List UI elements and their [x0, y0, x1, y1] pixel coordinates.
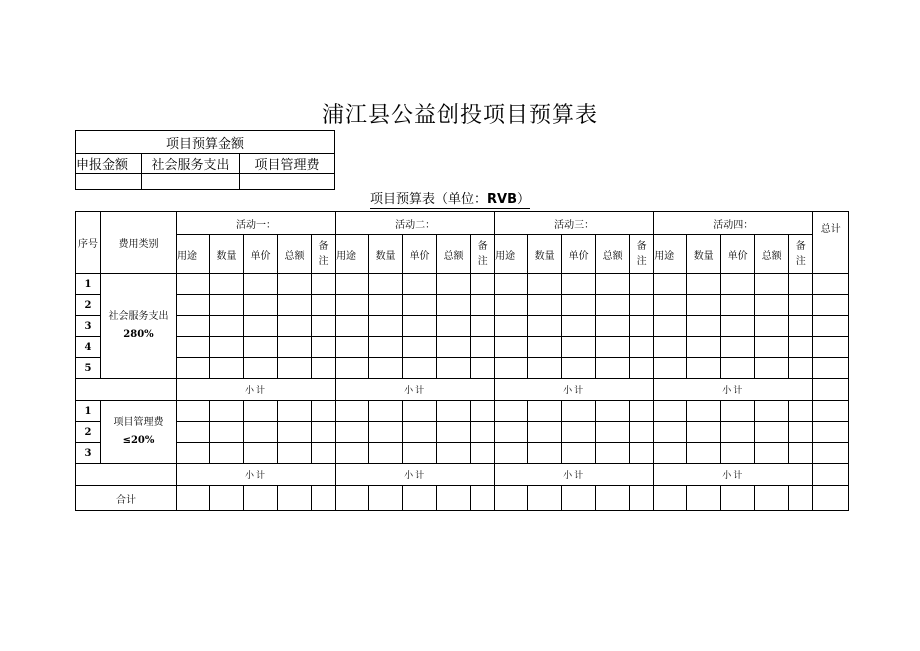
- header-activity-3-subcol-5: 备 注: [630, 235, 654, 274]
- data-cell[interactable]: [755, 295, 789, 316]
- data-cell[interactable]: [687, 295, 721, 316]
- data-cell[interactable]: [244, 422, 278, 443]
- data-cell[interactable]: [177, 422, 210, 443]
- header-activity-4-subcol-5: 备 注: [789, 235, 813, 274]
- data-cell[interactable]: [687, 422, 721, 443]
- data-cell[interactable]: [177, 401, 210, 422]
- header-activity-3-subcol-3: 单价: [562, 235, 596, 274]
- data-cell[interactable]: [403, 443, 437, 464]
- data-cell[interactable]: [528, 316, 562, 337]
- data-cell[interactable]: [687, 274, 721, 295]
- header-activity-2-subcol-4: 总额: [437, 235, 471, 274]
- summary-cell-apply-amount[interactable]: [76, 174, 142, 190]
- grand-total-cell[interactable]: [813, 486, 849, 511]
- data-cell[interactable]: [596, 295, 630, 316]
- data-cell[interactable]: [654, 337, 687, 358]
- data-cell[interactable]: [596, 337, 630, 358]
- subtotal-activity-2: 小计: [336, 464, 495, 486]
- data-cell[interactable]: [654, 316, 687, 337]
- data-cell[interactable]: [244, 443, 278, 464]
- category-name: 项目管理费: [113, 417, 164, 428]
- data-cell[interactable]: [528, 337, 562, 358]
- data-cell[interactable]: [495, 422, 528, 443]
- data-cell[interactable]: [813, 274, 849, 295]
- data-cell[interactable]: [403, 422, 437, 443]
- data-cell[interactable]: [177, 358, 210, 379]
- header-activity-4-subcol-3: 单价: [721, 235, 755, 274]
- data-cell[interactable]: [687, 443, 721, 464]
- data-cell[interactable]: [528, 401, 562, 422]
- data-cell[interactable]: [312, 401, 336, 422]
- summary-col-service-expense: 社会服务支出: [142, 154, 240, 174]
- data-cell[interactable]: [278, 358, 312, 379]
- category-pct: ≤20%: [122, 435, 155, 446]
- subtotal-total-cell[interactable]: [813, 379, 849, 401]
- data-cell[interactable]: [687, 316, 721, 337]
- grand-total-cell[interactable]: [177, 486, 210, 511]
- data-cell[interactable]: [789, 274, 813, 295]
- data-cell[interactable]: [437, 358, 471, 379]
- grand-total-cell[interactable]: [336, 486, 369, 511]
- header-category: 费用类别: [101, 212, 177, 274]
- category-section1: [101, 274, 177, 379]
- data-cell[interactable]: [278, 422, 312, 443]
- header-activity-2-subcol-3: 单价: [403, 235, 437, 274]
- data-cell[interactable]: [789, 337, 813, 358]
- data-cell[interactable]: [177, 443, 210, 464]
- data-cell[interactable]: [596, 274, 630, 295]
- header-activity-1-subcol-5: 备 注: [312, 235, 336, 274]
- data-cell[interactable]: [755, 337, 789, 358]
- data-cell[interactable]: [687, 358, 721, 379]
- data-cell[interactable]: [403, 401, 437, 422]
- grand-total-cell[interactable]: [278, 486, 312, 511]
- data-cell[interactable]: [369, 295, 403, 316]
- data-cell[interactable]: [312, 443, 336, 464]
- data-cell[interactable]: [369, 316, 403, 337]
- data-cell[interactable]: [528, 295, 562, 316]
- subtotal-activity-3: 小计: [495, 379, 654, 401]
- data-cell[interactable]: [813, 295, 849, 316]
- data-cell[interactable]: [278, 337, 312, 358]
- subtotal-label-cell: [76, 464, 177, 486]
- data-cell[interactable]: [755, 443, 789, 464]
- data-cell[interactable]: [471, 295, 495, 316]
- subtotal-activity-3: 小计: [495, 464, 654, 486]
- data-cell[interactable]: [437, 401, 471, 422]
- data-cell[interactable]: [562, 295, 596, 316]
- data-cell[interactable]: [596, 443, 630, 464]
- data-cell[interactable]: [528, 358, 562, 379]
- data-cell[interactable]: [210, 316, 244, 337]
- data-cell[interactable]: [721, 295, 755, 316]
- row-seq: 3: [76, 316, 101, 337]
- data-cell[interactable]: [336, 358, 369, 379]
- header-seq: 序号: [76, 212, 101, 274]
- data-cell[interactable]: [403, 337, 437, 358]
- data-cell[interactable]: [437, 422, 471, 443]
- header-activity-3-subcol-4: 总额: [596, 235, 630, 274]
- data-cell[interactable]: [278, 316, 312, 337]
- grand-total-cell[interactable]: [312, 486, 336, 511]
- data-cell[interactable]: [562, 337, 596, 358]
- data-cell[interactable]: [562, 358, 596, 379]
- data-cell[interactable]: [336, 316, 369, 337]
- data-cell[interactable]: [177, 337, 210, 358]
- header-activity-3-subcol-1: 用途: [495, 235, 528, 274]
- header-total: 总计: [813, 212, 849, 274]
- data-cell[interactable]: [721, 337, 755, 358]
- data-cell[interactable]: [336, 295, 369, 316]
- data-cell[interactable]: [336, 274, 369, 295]
- grand-total-cell[interactable]: [403, 486, 437, 511]
- data-cell[interactable]: [630, 274, 654, 295]
- data-cell[interactable]: [755, 316, 789, 337]
- data-cell[interactable]: [471, 443, 495, 464]
- data-cell[interactable]: [437, 295, 471, 316]
- data-cell[interactable]: [789, 401, 813, 422]
- data-cell[interactable]: [312, 422, 336, 443]
- row-seq: 3: [76, 443, 101, 464]
- subtotal-activity-4: 小计: [654, 464, 813, 486]
- summary-cell-service-expense[interactable]: [142, 174, 240, 190]
- data-cell[interactable]: [312, 337, 336, 358]
- data-cell[interactable]: [336, 337, 369, 358]
- subtotal-label-cell: [76, 379, 177, 401]
- data-cell[interactable]: [403, 295, 437, 316]
- data-cell[interactable]: [755, 422, 789, 443]
- category-pct: 280%: [123, 329, 154, 340]
- summary-col-management-fee: 项目管理费: [240, 154, 335, 174]
- header-activity-3-subcol-2: 数量: [528, 235, 562, 274]
- header-activity-4-subcol-4: 总额: [755, 235, 789, 274]
- data-cell[interactable]: [721, 443, 755, 464]
- data-cell[interactable]: [562, 401, 596, 422]
- data-cell[interactable]: [630, 295, 654, 316]
- data-cell[interactable]: [630, 358, 654, 379]
- data-cell[interactable]: [437, 316, 471, 337]
- header-activity-4-subcol-1: 用途: [654, 235, 687, 274]
- row-seq: 4: [76, 337, 101, 358]
- data-cell[interactable]: [721, 358, 755, 379]
- data-cell[interactable]: [495, 316, 528, 337]
- data-cell[interactable]: [562, 274, 596, 295]
- header-activity-1: 活动一：: [177, 212, 336, 235]
- data-cell[interactable]: [210, 422, 244, 443]
- data-cell[interactable]: [369, 337, 403, 358]
- data-cell[interactable]: [244, 401, 278, 422]
- data-cell[interactable]: [813, 316, 849, 337]
- data-cell[interactable]: [369, 422, 403, 443]
- header-activity-1-subcol-1: 用途: [177, 235, 210, 274]
- grand-total-cell[interactable]: [755, 486, 789, 511]
- row-seq: 2: [76, 295, 101, 316]
- data-cell[interactable]: [369, 274, 403, 295]
- data-cell[interactable]: [596, 358, 630, 379]
- data-cell[interactable]: [495, 443, 528, 464]
- data-cell[interactable]: [813, 401, 849, 422]
- grand-total-cell[interactable]: [654, 486, 687, 511]
- data-cell[interactable]: [210, 274, 244, 295]
- data-cell[interactable]: [789, 443, 813, 464]
- budget-detail-table: [75, 211, 849, 511]
- data-cell[interactable]: [210, 337, 244, 358]
- row-seq: 1: [76, 401, 101, 422]
- data-cell[interactable]: [596, 316, 630, 337]
- data-cell[interactable]: [562, 422, 596, 443]
- header-activity-1-subcol-3: 单价: [244, 235, 278, 274]
- data-cell[interactable]: [177, 295, 210, 316]
- data-cell[interactable]: [528, 443, 562, 464]
- data-cell[interactable]: [278, 295, 312, 316]
- data-cell[interactable]: [369, 401, 403, 422]
- row-seq: 2: [76, 422, 101, 443]
- data-cell[interactable]: [721, 274, 755, 295]
- data-cell[interactable]: [471, 422, 495, 443]
- header-activity-2-subcol-1: 用途: [336, 235, 369, 274]
- header-activity-2: 活动二：: [336, 212, 495, 235]
- grand-total-cell[interactable]: [495, 486, 528, 511]
- data-cell[interactable]: [813, 358, 849, 379]
- data-cell[interactable]: [562, 316, 596, 337]
- data-cell[interactable]: [312, 274, 336, 295]
- data-cell[interactable]: [630, 316, 654, 337]
- data-cell[interactable]: [278, 443, 312, 464]
- data-cell[interactable]: [437, 443, 471, 464]
- header-activity-1-subcol-4: 总额: [278, 235, 312, 274]
- header-activity-4: 活动四：: [654, 212, 813, 235]
- data-cell[interactable]: [789, 295, 813, 316]
- data-cell[interactable]: [403, 316, 437, 337]
- data-cell[interactable]: [654, 274, 687, 295]
- data-cell[interactable]: [654, 422, 687, 443]
- header-activity-4-subcol-2: 数量: [687, 235, 721, 274]
- data-cell[interactable]: [721, 422, 755, 443]
- data-cell[interactable]: [789, 358, 813, 379]
- data-cell[interactable]: [403, 274, 437, 295]
- subtotal-activity-1: 小计: [177, 464, 336, 486]
- subtotal-total-cell[interactable]: [813, 464, 849, 486]
- grand-total-cell[interactable]: [562, 486, 596, 511]
- data-cell[interactable]: [244, 274, 278, 295]
- grand-total-cell[interactable]: [528, 486, 562, 511]
- data-cell[interactable]: [471, 316, 495, 337]
- data-cell[interactable]: [596, 401, 630, 422]
- data-cell[interactable]: [630, 337, 654, 358]
- data-cell[interactable]: [495, 358, 528, 379]
- data-cell[interactable]: [471, 337, 495, 358]
- data-cell[interactable]: [495, 295, 528, 316]
- data-cell[interactable]: [813, 443, 849, 464]
- data-cell[interactable]: [755, 401, 789, 422]
- row-seq: 1: [76, 274, 101, 295]
- page-title: 浦江县公益创投项目预算表: [321, 103, 598, 128]
- data-cell[interactable]: [630, 443, 654, 464]
- grand-total-cell[interactable]: [789, 486, 813, 511]
- data-cell[interactable]: [495, 337, 528, 358]
- data-cell[interactable]: [312, 358, 336, 379]
- data-cell[interactable]: [210, 443, 244, 464]
- data-cell[interactable]: [721, 401, 755, 422]
- header-activity-2-subcol-2: 数量: [369, 235, 403, 274]
- grand-total-cell[interactable]: [210, 486, 244, 511]
- grand-total-cell[interactable]: [721, 486, 755, 511]
- data-cell[interactable]: [244, 358, 278, 379]
- data-cell[interactable]: [471, 274, 495, 295]
- data-cell[interactable]: [244, 316, 278, 337]
- data-cell[interactable]: [336, 422, 369, 443]
- data-cell[interactable]: [755, 274, 789, 295]
- data-cell[interactable]: [562, 443, 596, 464]
- data-cell[interactable]: [789, 422, 813, 443]
- data-cell[interactable]: [721, 316, 755, 337]
- data-cell[interactable]: [654, 358, 687, 379]
- data-cell[interactable]: [630, 401, 654, 422]
- data-cell[interactable]: [471, 358, 495, 379]
- summary-col-apply-amount: 申报金额: [76, 154, 142, 174]
- grand-total-cell[interactable]: [596, 486, 630, 511]
- data-cell[interactable]: [654, 401, 687, 422]
- data-cell[interactable]: [177, 274, 210, 295]
- data-cell[interactable]: [687, 337, 721, 358]
- data-cell[interactable]: [278, 274, 312, 295]
- data-cell[interactable]: [813, 337, 849, 358]
- subtotal-activity-1: 小计: [177, 379, 336, 401]
- data-cell[interactable]: [437, 337, 471, 358]
- data-cell[interactable]: [495, 274, 528, 295]
- data-cell[interactable]: [654, 443, 687, 464]
- data-cell[interactable]: [210, 401, 244, 422]
- grand-total-cell[interactable]: [687, 486, 721, 511]
- data-cell[interactable]: [312, 295, 336, 316]
- header-activity-3: 活动三：: [495, 212, 654, 235]
- grand-total-cell[interactable]: [437, 486, 471, 511]
- budget-summary-table: [75, 130, 335, 190]
- summary-cell-management-fee[interactable]: [240, 174, 335, 190]
- subtotal-activity-2: 小计: [336, 379, 495, 401]
- data-cell[interactable]: [437, 274, 471, 295]
- row-seq: 5: [76, 358, 101, 379]
- data-cell[interactable]: [210, 358, 244, 379]
- data-cell[interactable]: [687, 401, 721, 422]
- data-cell[interactable]: [369, 443, 403, 464]
- grand-total-label: 合计: [76, 486, 177, 511]
- data-cell[interactable]: [813, 422, 849, 443]
- grand-total-cell[interactable]: [369, 486, 403, 511]
- data-cell[interactable]: [210, 295, 244, 316]
- data-cell[interactable]: [528, 422, 562, 443]
- data-cell[interactable]: [755, 358, 789, 379]
- data-cell[interactable]: [471, 401, 495, 422]
- data-cell[interactable]: [789, 316, 813, 337]
- data-cell[interactable]: [336, 443, 369, 464]
- data-cell[interactable]: [278, 401, 312, 422]
- summary-header: 项目预算金额: [76, 131, 335, 154]
- data-cell[interactable]: [369, 358, 403, 379]
- table-subtitle: 项目预算表（单位：RVB）: [370, 192, 531, 207]
- header-activity-2-subcol-5: 备 注: [471, 235, 495, 274]
- grand-total-cell[interactable]: [471, 486, 495, 511]
- category-section2: [101, 401, 177, 464]
- data-cell[interactable]: [403, 358, 437, 379]
- data-cell[interactable]: [177, 316, 210, 337]
- data-cell[interactable]: [654, 295, 687, 316]
- data-cell[interactable]: [528, 274, 562, 295]
- grand-total-cell[interactable]: [630, 486, 654, 511]
- data-cell[interactable]: [244, 337, 278, 358]
- data-cell[interactable]: [596, 422, 630, 443]
- category-name: 社会服务支出: [108, 311, 169, 322]
- data-cell[interactable]: [244, 295, 278, 316]
- data-cell[interactable]: [336, 401, 369, 422]
- data-cell[interactable]: [630, 422, 654, 443]
- data-cell[interactable]: [312, 316, 336, 337]
- subtotal-activity-4: 小计: [654, 379, 813, 401]
- data-cell[interactable]: [495, 401, 528, 422]
- grand-total-cell[interactable]: [244, 486, 278, 511]
- header-activity-1-subcol-2: 数量: [210, 235, 244, 274]
